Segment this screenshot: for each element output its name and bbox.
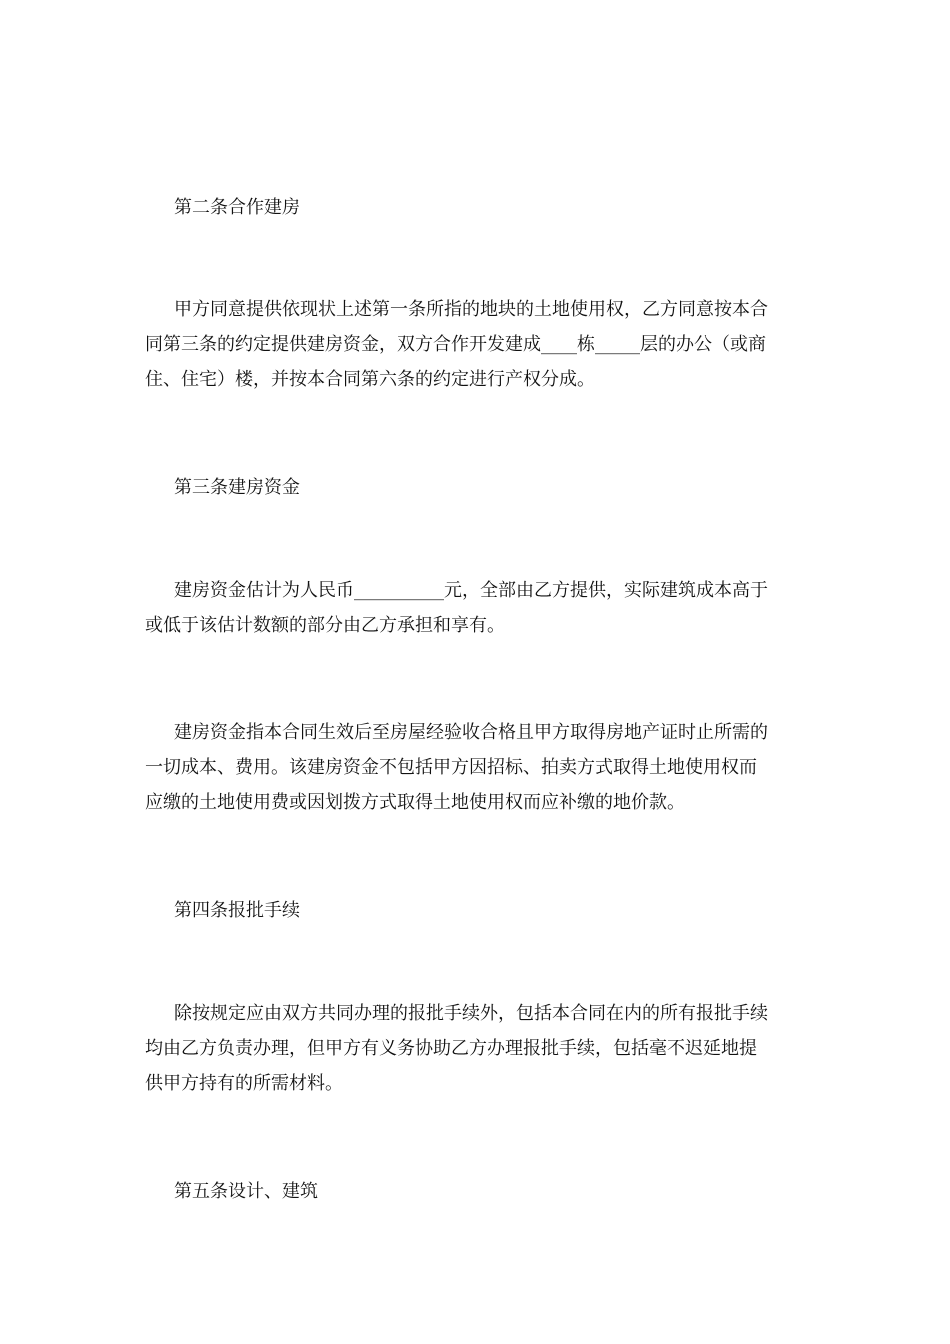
- paragraph-line: 住、住宅）楼，并按本合同第六条的约定进行产权分成。: [145, 369, 595, 390]
- article-3-paragraph-2: [145, 715, 807, 820]
- article-5-heading: 第五条设计、建筑: [174, 1181, 318, 1202]
- paragraph-line: 均由乙方负责办理，但甲方有义务协助乙方办理报批手续，包括毫不迟延地提: [145, 1038, 757, 1059]
- paragraph-line: 一切成本、费用。该建房资金不包括甲方因招标、拍卖方式取得土地使用权而: [145, 757, 757, 778]
- article-4-heading: 第四条报批手续: [174, 900, 300, 921]
- paragraph-line: 应缴的土地使用费或因划拨方式取得土地使用权而应补缴的地价款。: [145, 792, 685, 813]
- paragraph-line: 除按规定应由双方共同办理的报批手续外，包括本合同在内的所有报批手续: [174, 1003, 768, 1024]
- paragraph-line: 建房资金估计为人民币__________元，全部由乙方提供，实际建筑成本高于: [174, 580, 768, 601]
- article-3-heading: 第三条建房资金: [174, 477, 300, 498]
- paragraph-line: 供甲方持有的所需材料。: [145, 1073, 343, 1094]
- article-2-heading: 第二条合作建房: [174, 197, 300, 218]
- article-2-paragraph-1: [145, 292, 807, 397]
- article-3-paragraph-1: [145, 573, 807, 643]
- paragraph-line: 同第三条的约定提供建房资金，双方合作开发建成____栋_____层的办公（或商: [145, 334, 766, 355]
- article-4-paragraph-1: [145, 996, 807, 1101]
- paragraph-line: 建房资金指本合同生效后至房屋经验收合格且甲方取得房地产证时止所需的: [174, 722, 768, 743]
- paragraph-line: 甲方同意提供依现状上述第一条所指的地块的土地使用权，乙方同意按本合: [174, 299, 768, 320]
- paragraph-line: 或低于该估计数额的部分由乙方承担和享有。: [145, 615, 505, 636]
